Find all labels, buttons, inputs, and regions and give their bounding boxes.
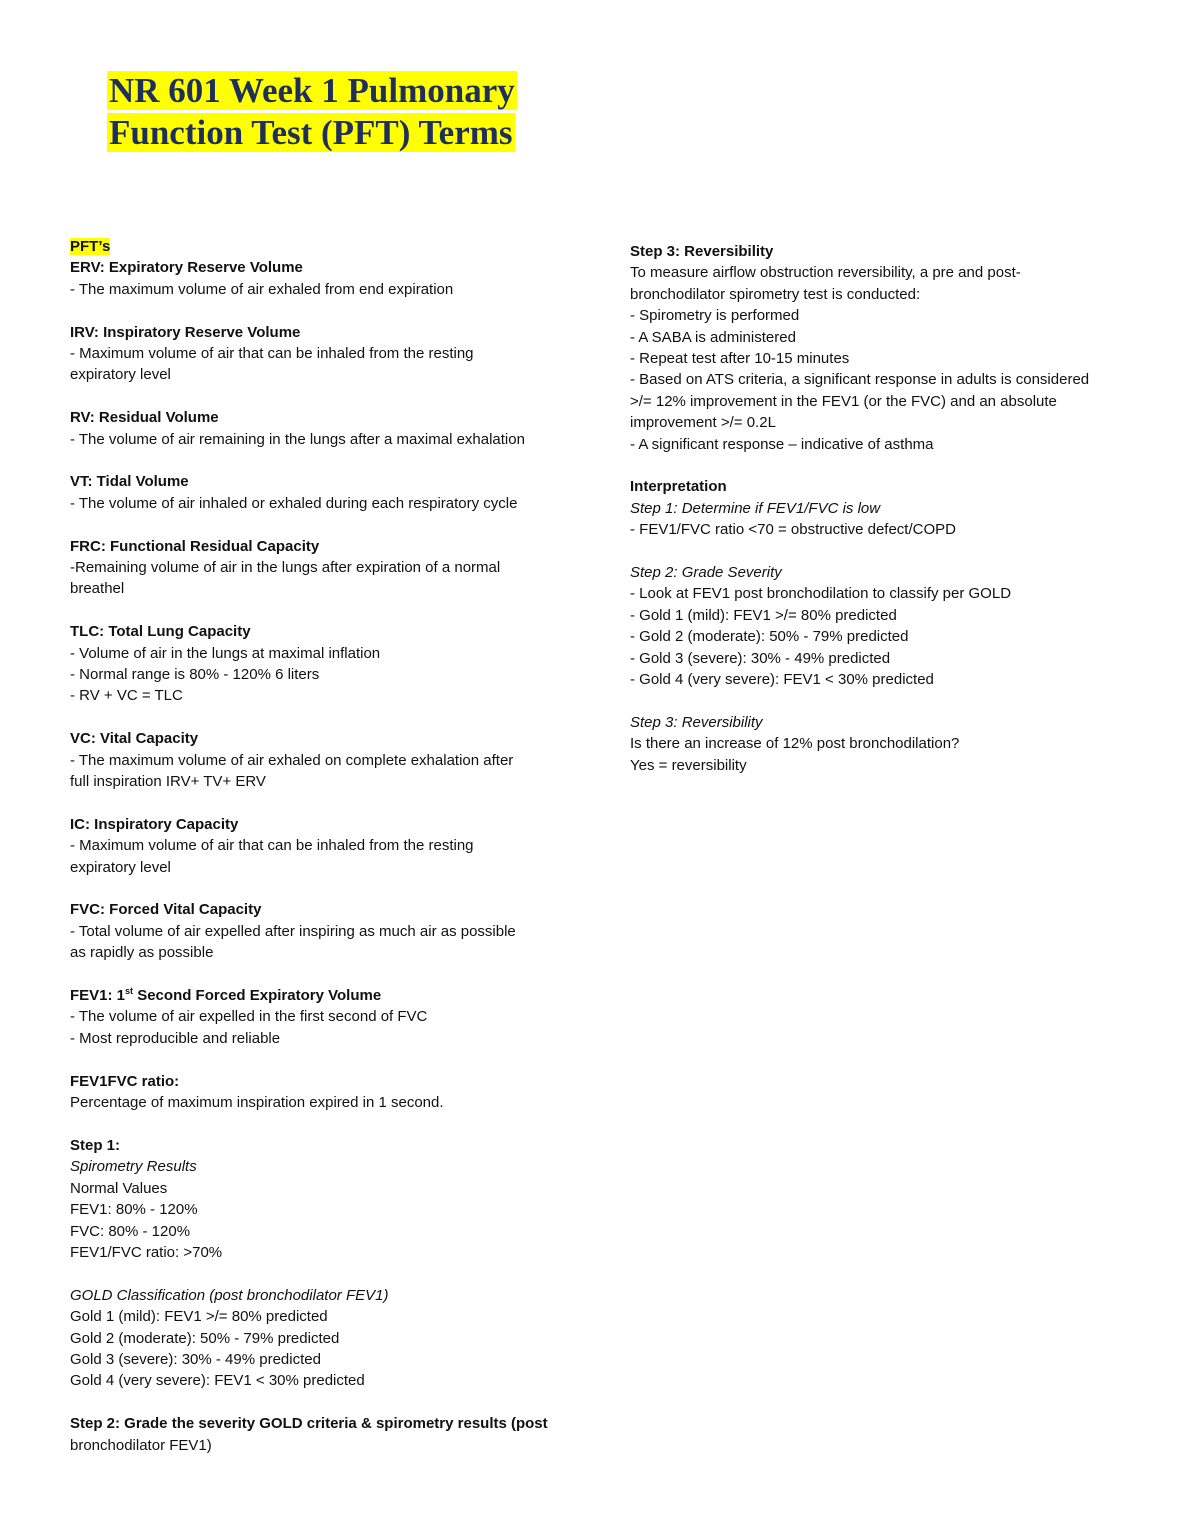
ic-line: expiratory level: [70, 858, 171, 876]
step3-line: - A SABA is administered: [630, 328, 796, 346]
gold-line: Gold 3 (severe): 30% - 49% predicted: [70, 1350, 321, 1368]
ratio-line: Percentage of maximum inspiration expired in 1 second.: [70, 1094, 444, 1112]
step3-line: - Based on ATS criteria, a significant response in adults is considered: [630, 371, 1090, 389]
reversibility-line: Yes = reversibility: [630, 756, 747, 774]
fvc-line: - Total volume of air expelled after inspiring as much air as possible: [70, 922, 516, 940]
section-vt: [70, 471, 570, 514]
grade-line: - Gold 1 (mild): FEV1 >/= 80% predicted: [630, 606, 897, 624]
erv-line: - The maximum volume of air exhaled from end expiration: [70, 280, 454, 298]
vc-line: - The maximum volume of air exhaled on complete exhalation after: [70, 751, 514, 769]
gold-line: Gold 2 (moderate): 50% - 79% predicted: [70, 1329, 340, 1347]
section-interpretation: [630, 476, 1130, 540]
section-ratio: [70, 1071, 570, 1114]
left-column: [70, 236, 570, 1456]
rv-heading: RV: Residual Volume: [70, 409, 219, 427]
section-frc: [70, 536, 570, 600]
vc-line: full inspiration IRV+ TV+ ERV: [70, 773, 266, 791]
vc-heading: VC: Vital Capacity: [70, 730, 199, 748]
fev1-heading: [70, 985, 570, 1006]
grade-line: - Gold 2 (moderate): 50% - 79% predicted: [630, 628, 909, 646]
fev1-heading-b: Second Forced Expiratory Volume: [133, 987, 382, 1005]
section-irv: [70, 322, 570, 386]
step1-line: FVC: 80% - 120%: [70, 1222, 191, 1240]
frc-line: breathel: [70, 580, 125, 598]
tlc-line: - Volume of air in the lungs at maximal inflation: [70, 644, 381, 662]
fvc-heading: FVC: Forced Vital Capacity: [70, 901, 262, 919]
step1-line: Normal Values: [70, 1179, 168, 1197]
section-grade-severity: [630, 562, 1130, 690]
interpretation-line: - FEV1/FVC ratio <70 = obstructive defect/COPD: [630, 521, 956, 539]
step3-heading: Step 3: Reversibility: [630, 243, 774, 260]
rv-line: - The volume of air remaining in the lungs after a maximal exhalation: [70, 430, 525, 448]
interpretation-heading: Interpretation: [630, 478, 727, 496]
vt-line: - The volume of air inhaled or exhaled during each respiratory cycle: [70, 494, 518, 512]
ratio-heading: FEV1FVC ratio:: [70, 1072, 180, 1090]
section-vc: [70, 728, 570, 792]
section-gold: [70, 1285, 570, 1392]
irv-line: - Maximum volume of air that can be inhaled from the resting: [70, 345, 474, 363]
section-fvc: [70, 899, 570, 963]
section-step1: [70, 1135, 570, 1263]
tlc-line: - Normal range is 80% - 120% 6 liters: [70, 666, 320, 684]
section-ic: [70, 814, 570, 878]
pfts-heading: PFT’s: [70, 238, 111, 255]
fev1-line: - The volume of air expelled in the first second of FVC: [70, 1008, 428, 1026]
gold-line: Gold 4 (very severe): FEV1 < 30% predicted: [70, 1372, 365, 1390]
section-fev1: [70, 985, 570, 1049]
section-step3: [630, 241, 1130, 455]
step1-heading: Step 1:: [70, 1136, 121, 1154]
ic-heading: IC: Inspiratory Capacity: [70, 815, 239, 833]
grade-subheading: Step 2: Grade Severity: [630, 564, 782, 582]
irv-heading: IRV: Inspiratory Reserve Volume: [70, 323, 301, 341]
frc-heading: FRC: Functional Residual Capacity: [70, 537, 320, 555]
grade-line: - Gold 3 (severe): 30% - 49% predicted: [630, 649, 891, 667]
tlc-heading: TLC: Total Lung Capacity: [70, 623, 251, 641]
step1-line: FEV1/FVC ratio: >70%: [70, 1243, 223, 1261]
ic-line: - Maximum volume of air that can be inhaled from the resting: [70, 837, 474, 855]
fvc-line: as rapidly as possible: [70, 944, 214, 962]
step2-line: bronchodilator FEV1): [70, 1436, 212, 1454]
tlc-line: - RV + VC = TLC: [70, 687, 183, 705]
vt-heading: VT: Tidal Volume: [70, 473, 189, 491]
step3-line: - Repeat test after 10-15 minutes: [630, 350, 850, 368]
erv-heading: ERV: Expiratory Reserve Volume: [70, 259, 303, 277]
reversibility-subheading: Step 3: Reversibility: [630, 713, 763, 731]
fev1-heading-sup: st: [125, 986, 134, 997]
title-line-2: Function Test (PFT) Terms: [109, 113, 513, 152]
frc-line: -Remaining volume of air in the lungs after expiration of a normal: [70, 559, 501, 577]
step1-subheading: Spirometry Results: [70, 1158, 197, 1176]
step3-line: To measure airflow obstruction reversibility, a pre and post-: [630, 264, 1021, 282]
section-erv: [70, 257, 570, 300]
reversibility-line: Is there an increase of 12% post bronchodilation?: [630, 735, 960, 753]
gold-line: Gold 1 (mild): FEV1 >/= 80% predicted: [70, 1308, 328, 1326]
title-line-1: NR 601 Week 1 Pulmonary: [109, 71, 515, 110]
fev1-heading-a: FEV1: 1: [70, 987, 126, 1005]
step1-line: FEV1: 80% - 120%: [70, 1201, 198, 1219]
irv-line: expiratory level: [70, 366, 171, 384]
grade-line: - Gold 4 (very severe): FEV1 < 30% predicted: [630, 671, 934, 689]
step3-line: - A significant response – indicative of asthma: [630, 435, 934, 453]
interpretation-step1: Step 1: Determine if FEV1/FVC is low: [630, 499, 881, 517]
step3-line: - Spirometry is performed: [630, 307, 800, 325]
step2-heading: Step 2: Grade the severity GOLD criteria & spirometry results (post: [70, 1415, 548, 1433]
document-title: [107, 70, 517, 154]
section-tlc: [70, 621, 570, 707]
step3-line: bronchodilator spirometry test is conducted:: [630, 285, 921, 303]
step3-line: >/= 12% improvement in the FEV1 (or the FVC) and an absolute: [630, 392, 1057, 410]
right-column: [630, 241, 1130, 776]
section-step2: [70, 1413, 570, 1456]
grade-line: - Look at FEV1 post bronchodilation to classify per GOLD: [630, 585, 1012, 603]
section-reversibility: [630, 712, 1130, 776]
fev1-line: - Most reproducible and reliable: [70, 1029, 281, 1047]
step3-line: improvement >/= 0.2L: [630, 414, 776, 432]
section-rv: [70, 407, 570, 450]
gold-subheading: GOLD Classification (post bronchodilator FEV1): [70, 1286, 389, 1304]
